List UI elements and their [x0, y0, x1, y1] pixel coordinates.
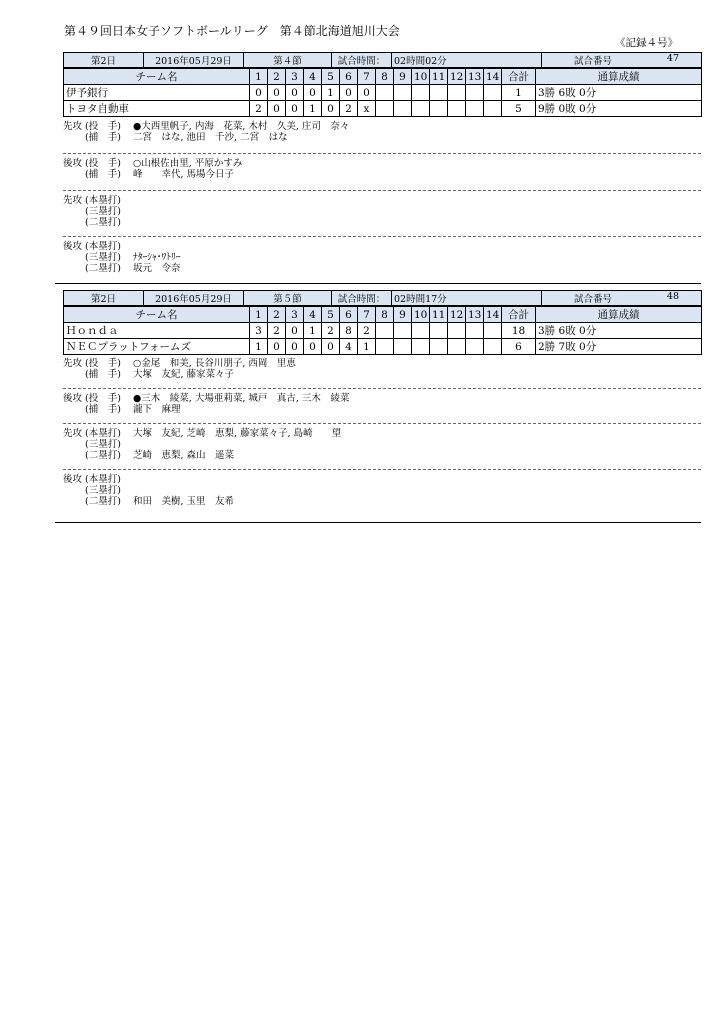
inning-score: [430, 101, 448, 117]
inning-header: 12: [448, 69, 466, 85]
dotted-divider: [63, 423, 701, 424]
player-names: ﾅﾀｰｼｬ･ﾜﾄﾘｰ: [133, 252, 181, 263]
inning-score: [430, 85, 448, 101]
team-name: Ｈｏｎｄａ: [64, 323, 250, 339]
position-label: (二塁打): [85, 263, 121, 274]
inning-score: [394, 101, 412, 117]
position-label: (本塁打): [85, 195, 121, 206]
game-section: 第４節: [244, 53, 332, 68]
player-names: 坂元 令奈: [133, 263, 181, 274]
position-label: (投 手): [85, 393, 121, 404]
position-label: (三塁打): [85, 206, 121, 217]
team-total: 18: [502, 323, 536, 339]
inning-score: 0: [286, 85, 304, 101]
inning-header: 11: [430, 69, 448, 85]
inning-header: 8: [376, 307, 394, 323]
inning-score: 0: [268, 101, 286, 117]
position-label: (本塁打): [85, 474, 121, 485]
pitcher-catcher-block: [63, 121, 701, 143]
inning-score: 0: [286, 339, 304, 355]
inning-score: 2: [322, 323, 340, 339]
team-total: 1: [502, 85, 536, 101]
inning-score: 0: [340, 85, 358, 101]
inning-score: 0: [286, 101, 304, 117]
player-names: 芝崎 恵梨, 森山 遥菜: [133, 450, 235, 461]
page-title: 第４９回日本女子ソフトボールリーグ 第４節北海道旭川大会: [64, 24, 400, 38]
inning-score: 3: [250, 323, 268, 339]
inning-header: 7: [358, 69, 376, 85]
player-names: ○山根佐由里, 平原かすみ: [133, 158, 243, 169]
team-row: [64, 323, 702, 339]
inning-score: [394, 323, 412, 339]
inning-score: 1: [322, 85, 340, 101]
player-names: [133, 439, 701, 450]
player-names: ○金尾 和美, 長谷川朋子, 西岡 里恵: [133, 358, 296, 369]
game-number: 47: [666, 53, 679, 64]
inning-score: [412, 101, 430, 117]
inning-score: 1: [358, 339, 376, 355]
inning-score: [466, 85, 484, 101]
inning-header: 14: [484, 69, 502, 85]
inning-header: 10: [412, 69, 430, 85]
inning-header: 2: [268, 307, 286, 323]
inning-score: 1: [304, 323, 322, 339]
game-time-value: 02時間17分: [392, 291, 542, 306]
team-name: ＮＥＣプラットフォームズ: [64, 339, 250, 355]
position-label: (三塁打): [85, 485, 121, 496]
dotted-divider: [63, 153, 701, 154]
team-record: 3勝 6敗 0分: [536, 323, 702, 339]
player-names: [133, 206, 701, 217]
side-label: 後攻: [63, 393, 83, 404]
inning-score: 0: [304, 339, 322, 355]
game-time-label: 試合時間：: [332, 53, 392, 68]
pitcher-catcher-block: [63, 358, 701, 380]
side-label: 後攻: [63, 241, 83, 252]
inning-score: 2: [250, 101, 268, 117]
side-label: 後攻: [63, 474, 83, 485]
dotted-divider: [63, 388, 701, 389]
side-label: 先攻: [63, 358, 83, 369]
team-record: 2勝 7敗 0分: [536, 339, 702, 355]
player-names: [133, 217, 701, 228]
player-names: 大塚 友紀, 芝崎 恵梨, 藤家菜々子, 島崎 望: [133, 428, 342, 439]
position-label: (投 手): [85, 158, 121, 169]
inning-score: [430, 339, 448, 355]
position-label: (二塁打): [85, 450, 121, 461]
inning-header: 13: [466, 307, 484, 323]
inning-header: 7: [358, 307, 376, 323]
game-day: 第2日: [64, 291, 144, 306]
team-row: [64, 101, 702, 117]
score-table: [63, 68, 702, 117]
inning-score: 0: [268, 85, 286, 101]
inning-score: 8: [340, 323, 358, 339]
inning-score: [394, 339, 412, 355]
game-time-label: 試合時間：: [332, 291, 392, 306]
game-header: [63, 52, 702, 68]
inning-score: 1: [304, 101, 322, 117]
inning-score: [376, 339, 394, 355]
team-row: [64, 85, 702, 101]
position-label: (三塁打): [85, 439, 121, 450]
col-record-header: 通算成績: [536, 307, 702, 323]
inning-header: 9: [394, 307, 412, 323]
inning-score: [466, 323, 484, 339]
player-names: 二宮 はな, 池田 千沙, 二宮 はな: [133, 132, 288, 143]
team-total: 6: [502, 339, 536, 355]
inning-score: 0: [268, 339, 286, 355]
game-number: 48: [666, 291, 679, 302]
game-divider: [55, 522, 701, 523]
player-names: ●三木 綾菜, 大場亜莉菜, 城戸 真古, 三木 綾菜: [133, 393, 350, 404]
game-number-label: 試合番号: [574, 294, 613, 305]
hits-block: [63, 241, 701, 274]
col-total-header: 合計: [502, 307, 536, 323]
record-number: 《記録４号》: [615, 37, 678, 49]
col-record-header: 通算成績: [536, 69, 702, 85]
team-name: 伊予銀行: [64, 85, 250, 101]
position-label: (二塁打): [85, 217, 121, 228]
game-divider: [55, 283, 701, 284]
inning-score: [412, 339, 430, 355]
inning-score: [376, 85, 394, 101]
inning-score: x: [358, 101, 376, 117]
inning-score: 2: [358, 323, 376, 339]
position-label: (投 手): [85, 358, 121, 369]
inning-header: 6: [340, 69, 358, 85]
inning-header: 4: [304, 307, 322, 323]
player-names: [133, 195, 701, 206]
inning-score: 0: [358, 85, 376, 101]
player-names: 大塚 友紀, 藤家菜々子: [133, 369, 235, 380]
inning-score: [484, 323, 502, 339]
game-number-cell: [542, 53, 702, 68]
side-label: 先攻: [63, 428, 83, 439]
game-card: [63, 290, 701, 507]
side-label: 先攻: [63, 195, 83, 206]
inning-score: 2: [340, 101, 358, 117]
col-team-header: チーム名: [64, 69, 250, 85]
side-label: 後攻: [63, 158, 83, 169]
position-label: (二塁打): [85, 496, 121, 507]
player-names: [133, 241, 701, 252]
team-name: トヨタ自動車: [64, 101, 250, 117]
inning-header: 12: [448, 307, 466, 323]
pitcher-catcher-block: [63, 158, 701, 180]
col-total-header: 合計: [502, 69, 536, 85]
inning-score: [466, 101, 484, 117]
game-header: [63, 290, 702, 306]
inning-header: 9: [394, 69, 412, 85]
inning-score: [448, 323, 466, 339]
team-row: [64, 339, 702, 355]
player-names: 峰 幸代, 馬場今日子: [133, 169, 235, 180]
col-team-header: チーム名: [64, 307, 250, 323]
inning-header: 8: [376, 69, 394, 85]
dotted-divider: [63, 236, 701, 237]
position-label: (本塁打): [85, 241, 121, 252]
inning-score: [394, 85, 412, 101]
inning-header: 1: [250, 69, 268, 85]
hits-block: [63, 474, 701, 507]
position-label: (三塁打): [85, 252, 121, 263]
inning-score: [448, 85, 466, 101]
inning-score: 4: [340, 339, 358, 355]
inning-header: 14: [484, 307, 502, 323]
player-names: [133, 474, 701, 485]
hits-block: [63, 195, 701, 228]
inning-score: [484, 101, 502, 117]
player-names: [133, 485, 701, 496]
game-section: 第５節: [244, 291, 332, 306]
inning-score: [430, 323, 448, 339]
inning-header: 1: [250, 307, 268, 323]
inning-header: 11: [430, 307, 448, 323]
inning-score: [448, 101, 466, 117]
inning-score: 2: [268, 323, 286, 339]
score-header-row: [64, 307, 702, 323]
inning-score: [412, 323, 430, 339]
inning-score: [376, 323, 394, 339]
game-date: 2016年05月29日: [144, 53, 244, 68]
position-label: (捕 手): [85, 169, 121, 180]
inning-score: [484, 85, 502, 101]
dotted-divider: [63, 469, 701, 470]
inning-score: 1: [250, 339, 268, 355]
team-record: 9勝 0敗 0分: [536, 101, 702, 117]
inning-score: 0: [322, 101, 340, 117]
inning-header: 13: [466, 69, 484, 85]
player-names: ●大西里帆子, 内海 花菜, 木村 久美, 庄司 奈々: [133, 121, 350, 132]
inning-header: 10: [412, 307, 430, 323]
team-record: 3勝 6敗 0分: [536, 85, 702, 101]
inning-score: 0: [250, 85, 268, 101]
pitcher-catcher-block: [63, 393, 701, 415]
game-card: [63, 52, 701, 274]
game-number-cell: [542, 291, 702, 306]
position-label: (捕 手): [85, 369, 121, 380]
player-names: 和田 美樹, 玉里 友希: [133, 496, 235, 507]
position-label: (投 手): [85, 121, 121, 132]
inning-score: [412, 85, 430, 101]
inning-score: [448, 339, 466, 355]
position-label: (捕 手): [85, 132, 121, 143]
game-number-label: 試合番号: [574, 56, 613, 67]
side-label: 先攻: [63, 121, 83, 132]
position-label: (本塁打): [85, 428, 121, 439]
game-time-value: 02時間02分: [392, 53, 542, 68]
inning-score: [484, 339, 502, 355]
inning-score: [466, 339, 484, 355]
position-label: (捕 手): [85, 404, 121, 415]
inning-score: 0: [286, 323, 304, 339]
inning-score: [376, 101, 394, 117]
game-day: 第2日: [64, 53, 144, 68]
inning-header: 4: [304, 69, 322, 85]
team-total: 5: [502, 101, 536, 117]
inning-header: 6: [340, 307, 358, 323]
game-date: 2016年05月29日: [144, 291, 244, 306]
score-table: [63, 306, 702, 355]
inning-header: 3: [286, 307, 304, 323]
inning-score: 0: [322, 339, 340, 355]
inning-score: 0: [304, 85, 322, 101]
player-names: 瀧下 麻理: [133, 404, 181, 415]
hits-block: [63, 428, 701, 461]
dotted-divider: [63, 190, 701, 191]
inning-header: 2: [268, 69, 286, 85]
inning-header: 5: [322, 307, 340, 323]
score-header-row: [64, 69, 702, 85]
inning-header: 5: [322, 69, 340, 85]
inning-header: 3: [286, 69, 304, 85]
